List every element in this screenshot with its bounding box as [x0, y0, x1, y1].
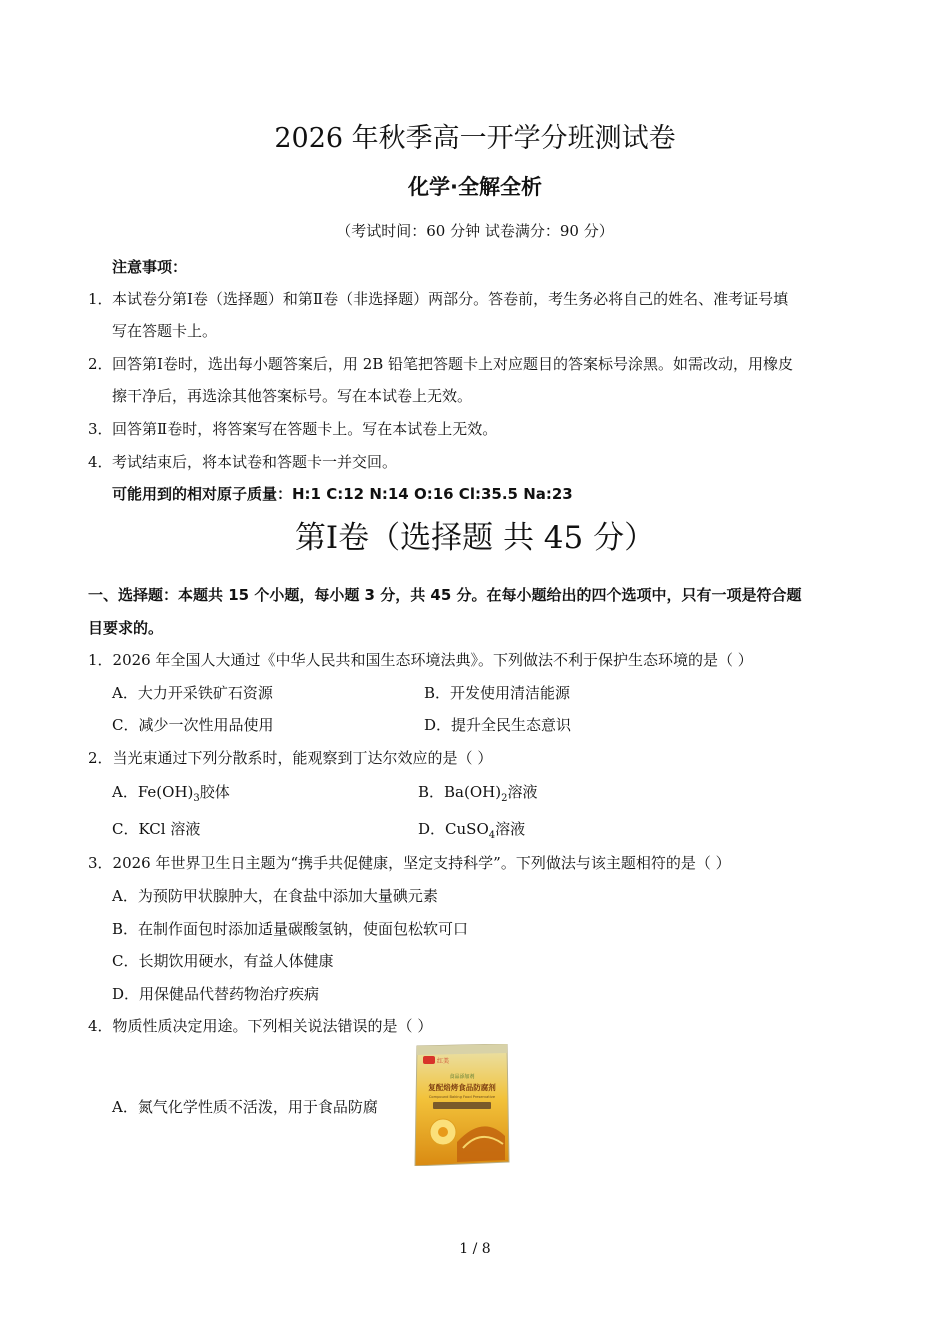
section-instruction-line-2: 目要求的。	[88, 619, 164, 637]
section-title: 第Ⅰ卷（选择题 共 45 分）	[294, 520, 656, 556]
q3-option-b: B．在制作面包时添加适量碳酸氢钠，使面包松软可口	[112, 920, 469, 938]
q2-option-d: D．CuSO$_4$溶液	[418, 820, 526, 841]
package-line-2: 复配焙烤食品防腐剂	[428, 1083, 496, 1092]
exam-info: （考试时间：60 分钟 试卷满分：90 分）	[336, 222, 614, 240]
q3-stem: 3．2026 年世界卫生日主题为“携手共促健康，坚定支持科学”。下列做法与该主题相符的是（ ）	[88, 854, 731, 872]
note-2-num: 2．	[88, 355, 113, 373]
notes-heading: 注意事项：	[112, 258, 188, 276]
atomic-mass-line: 可能用到的相对原子质量：H:1 C:12 N:14 O:16 Cl:35.5 Na:23	[112, 485, 573, 503]
q1-option-a: A．大力开采铁矿石资源	[112, 684, 273, 702]
q3-option-d: D．用保健品代替药物治疗疾病	[112, 985, 320, 1003]
q1-option-c: C．减少一次性用品使用	[112, 716, 274, 734]
q1-option-b: B．开发使用清洁能源	[424, 684, 571, 702]
q2-stem: 2．当光束通过下列分散系时，能观察到丁达尔效应的是（ ）	[88, 749, 493, 767]
q1-stem: 1．2026 年全国人大通过《中华人民共和国生态环境法典》。下列做法不利于保护生态环境的是（ ）	[88, 651, 753, 669]
page-number: 1 / 8	[459, 1241, 491, 1257]
note-1-line-2: 写在答题卡上。	[112, 322, 218, 340]
note-1-line-1: 本试卷分第Ⅰ卷（选择题）和第Ⅱ卷（非选择题）两部分。答卷前，考生务必将自己的姓名、准考证号填	[112, 290, 789, 308]
q3-option-a: A．为预防甲状腺肿大，在食盐中添加大量碘元素	[112, 887, 438, 905]
note-3-line-1: 回答第Ⅱ卷时，将答案写在答题卡上。写在本试卷上无效。	[112, 420, 498, 438]
section-instruction-line-1: 一、选择题：本题共 15 个小题，每小题 3 分，共 45 分。在每小题给出的四个选项中，只有一项是符合题	[88, 586, 802, 604]
note-1-num: 1．	[88, 290, 113, 308]
preservative-package-image	[413, 1044, 511, 1166]
q4-stem: 4．物质性质决定用途。下列相关说法错误的是（ ）	[88, 1017, 433, 1035]
note-3-num: 3．	[88, 420, 113, 438]
package-line-1: 食品添加剂	[449, 1074, 475, 1080]
package-brand: 红美	[437, 1058, 450, 1065]
note-2-line-1: 回答第Ⅰ卷时，选出每小题答案后，用 2B 铅笔把答题卡上对应题目的答案标号涂黑。如需改动，用橡皮	[112, 355, 794, 373]
note-2-line-2: 擦干净后，再选涂其他答案标号。写在本试卷上无效。	[112, 387, 473, 405]
note-4-line-1: 考试结束后，将本试卷和答题卡一并交回。	[112, 453, 398, 471]
page-title: 2026 年秋季高一开学分班测试卷	[274, 123, 676, 154]
q4-option-a: A．氮气化学性质不活泼，用于食品防腐	[112, 1098, 378, 1116]
q2-option-c: C．KCl 溶液	[112, 820, 201, 838]
q1-option-d: D．提升全民生态意识	[424, 716, 572, 734]
q3-option-c: C．长期饮用硬水，有益人体健康	[112, 952, 334, 970]
package-line-3: Compound Baking Food Preservative	[428, 1095, 496, 1099]
q2-option-b: B．$Ba(OH)_2$溶液	[418, 783, 538, 804]
page-subtitle: 化学·全解全析	[408, 175, 542, 199]
note-4-num: 4．	[88, 453, 113, 471]
q2-option-a: A．$Fe(OH)_3$胶体	[112, 783, 230, 804]
